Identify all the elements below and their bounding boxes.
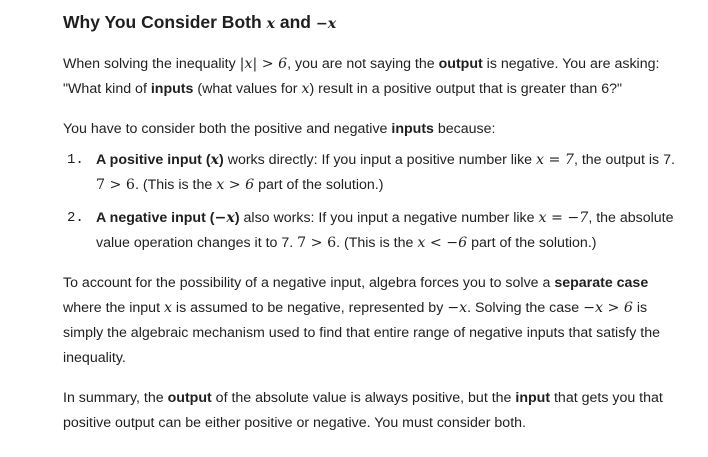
bold-text: inputs	[391, 121, 434, 137]
paragraph-line	[63, 52, 699, 77]
list-line	[96, 231, 700, 256]
list-number: 2.	[67, 210, 84, 226]
text-run: When solving the inequality	[63, 56, 240, 72]
inline-math: 7 > 6	[96, 177, 135, 193]
list-item-body	[96, 206, 700, 256]
text-run: works directly: If you input a positive number like	[223, 152, 537, 168]
text-run: A negative input (	[96, 210, 215, 226]
inline-math: −x > 6	[583, 300, 633, 316]
text-run: , the absolute	[588, 210, 674, 226]
paragraph-separate-case	[63, 271, 699, 371]
text-run: that gets you that	[550, 390, 663, 406]
list-line	[96, 173, 700, 198]
text-run: In summary, the	[63, 390, 168, 406]
text-run: )	[219, 152, 224, 168]
text-run: of the absolute value is always positive, but the	[211, 390, 516, 406]
inline-math: x < −6	[417, 235, 468, 251]
text-run: "What kind of	[63, 81, 151, 97]
text-run: (what values for	[193, 81, 302, 97]
text-run: . (This is the	[336, 235, 418, 251]
bold-text: input	[515, 390, 551, 406]
inline-math: 7 > 6	[297, 235, 337, 251]
bold-text: inputs	[150, 81, 194, 97]
text-run: . (This is the	[134, 177, 217, 193]
inline-math: x > 6	[216, 177, 255, 193]
inline-math: x = −7	[538, 210, 589, 226]
text-run: A positive input (	[96, 152, 211, 168]
text-run: )	[234, 210, 240, 226]
text-run: , the output is 7.	[573, 152, 675, 168]
inline-math: x	[301, 81, 310, 97]
text-run: value operation changes it to 7.	[96, 235, 298, 251]
heading-text: Why You Consider Both	[63, 12, 267, 32]
inline-math: |x| > 6	[239, 56, 288, 72]
text-run: To account for the possibility of a negative input, algebra forces you to solve a	[63, 275, 555, 291]
paragraph-line: inequality.	[63, 350, 126, 366]
list-line	[96, 206, 700, 231]
paragraph-intro	[63, 52, 699, 102]
text-run: is	[632, 300, 648, 316]
heading-math-neg-x: −x	[315, 16, 337, 32]
inline-math: −x	[447, 300, 468, 316]
list-item-body	[96, 148, 700, 198]
inline-math: −x	[214, 210, 235, 226]
text-run: where the input	[63, 300, 164, 316]
paragraph-line	[63, 386, 699, 411]
list-number: 1.	[67, 152, 84, 168]
list-line	[96, 148, 700, 173]
paragraph-line	[63, 117, 699, 142]
inline-math: x	[210, 152, 220, 168]
text-run: also works: If you input a negative number like	[239, 210, 539, 226]
paragraph-line	[63, 77, 699, 102]
paragraph-line	[63, 271, 699, 296]
text-run: ) result in a positive output that is greater than 6?"	[309, 81, 623, 97]
paragraph-line	[63, 296, 699, 321]
bold-text	[96, 152, 224, 168]
paragraph-summary	[63, 386, 699, 436]
inline-math: x = 7	[536, 152, 574, 168]
text-run: is assumed to be negative, represented by	[171, 300, 448, 316]
text-run: , you are not saying the	[287, 56, 439, 72]
paragraph-line: simply the algebraic mechanism used to find that entire range of negative inputs that satisfy the	[63, 325, 660, 341]
bold-text: separate case	[554, 275, 649, 291]
paragraph-line: positive output can be either positive or negative. You must consider both.	[63, 415, 526, 431]
inline-math: x	[163, 300, 172, 316]
text-run: You have to consider both the positive and negative	[63, 121, 392, 137]
bold-text: output	[438, 56, 483, 72]
heading-math-x: x	[266, 16, 275, 32]
text-run: part of the solution.)	[467, 235, 597, 251]
text-run: . Solving the case	[467, 300, 584, 316]
text-run: part of the solution.)	[254, 177, 384, 193]
bold-text	[96, 210, 240, 226]
text-run: is negative. You are asking:	[482, 56, 660, 72]
text-run: because:	[433, 121, 496, 137]
section-heading	[63, 10, 336, 36]
bold-text: output	[167, 390, 212, 406]
heading-and: and	[274, 12, 316, 32]
paragraph-reason	[63, 117, 699, 142]
